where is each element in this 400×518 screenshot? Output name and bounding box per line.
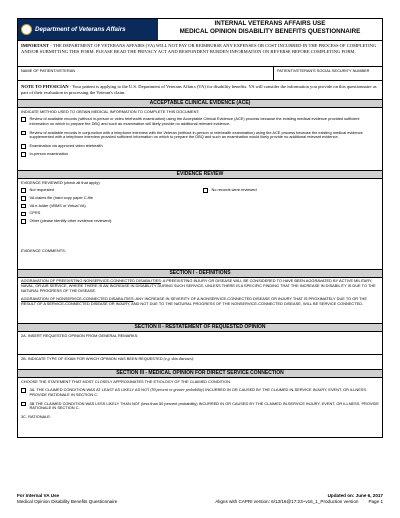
section3-body xyxy=(17,378,383,438)
patient-info-row xyxy=(17,67,383,81)
important-lead: IMPORTANT xyxy=(21,43,50,48)
ace-option-telephone[interactable] xyxy=(18,130,382,142)
checkbox[interactable] xyxy=(21,196,26,201)
footer-version xyxy=(215,499,383,505)
va-seal-icon xyxy=(21,24,32,35)
rationale-label: 3C. RATIONALE: xyxy=(21,414,51,420)
ace-option-label: Review of available records in conjunction with a telephone interview with the Veteran (without in-person or telehealth examination) using the ACE process because the existing medical evidence supplemented with a telephone interview provided sufficient information on which to prepare the DBQ and such an examination would likely provide no additional relevant evidence. xyxy=(29,129,363,140)
physician-note-text: - Your patient is applying to the U.S. Department of Veterans Affairs (VA) for disability benefits. VA will consider the information you provide on this questionnaire as part of their evaluation in processing the Veteran's claim. xyxy=(21,84,377,95)
checkbox[interactable] xyxy=(21,212,26,217)
ace-option-in-person[interactable] xyxy=(18,151,382,158)
ssn-field[interactable] xyxy=(274,67,382,80)
definition-text: : ANY INCREASE IN SEVERITY OF A NONSERVICE-CONNECTED DISEASE OR INJURY THAT IS PROXIMATELY DUE TO OR THE RESULT OF A SERVICE-CONNECTED DISEASE OR INJURY, AND NOT DUE TO THE NATURAL PROGRESS OF THE NONSERVICE-CONNECTED DISEASE, WILL BE SERVICE CONNECTED. xyxy=(21,296,367,307)
definition-term: AGGRAVATION OF NONSERVICE-CONNECTED DISABILITIES xyxy=(21,296,134,302)
important-notice xyxy=(17,41,383,67)
option-3a-hint: (50 percent or greater probability) xyxy=(150,388,205,392)
evidence-option-label: VA e-folder (VBMS or Virtual VA) xyxy=(29,202,86,208)
option-3a-text-end: INCURRED IN OR CAUSED BY THE CLAIMED IN-SERVICE INJURY, EVENT, OR ILLNESS. PROVIDE RATIONALE IN SECTION C. xyxy=(29,387,368,397)
evidence-section xyxy=(17,179,383,270)
checkbox[interactable] xyxy=(21,144,26,149)
footer-updated: Updated on: June 6, 2017 xyxy=(327,493,383,498)
section2-heading: SECTION II - RESTATEMENT OF REQUESTED OPINION xyxy=(17,324,383,332)
logo-text: Department of Veterans Affairs xyxy=(35,26,126,33)
va-logo xyxy=(18,19,158,40)
evidence-options xyxy=(18,186,382,225)
question-2b-label xyxy=(18,355,382,363)
option-3a[interactable] xyxy=(18,387,382,399)
title-line-2: MEDICAL OPINION DISABILITY BENEFITS QUESTIONNAIRE xyxy=(179,28,361,35)
ace-option-video[interactable] xyxy=(18,143,382,150)
ace-heading: ACCEPTABLE CLINICAL EVIDENCE (ACE) xyxy=(17,100,383,108)
ace-section xyxy=(17,108,383,171)
option-3b[interactable] xyxy=(18,401,382,413)
footer-left xyxy=(17,493,117,504)
section3-instruction: CHOOSE THE STATEMENT THAT MOST CLOSELY APPROXIMATES THE ETIOLOGY OF THE CLAIMED CONDITION. xyxy=(21,379,231,384)
evidence-comments-label: EVIDENCE COMMENTS: xyxy=(21,247,66,253)
evidence-right-col xyxy=(200,186,382,225)
definitions-section xyxy=(17,278,383,324)
question-2a-label: 2A. INSERT REQUESTED OPINION FROM GENERAL REMARKS: xyxy=(21,333,139,338)
ace-option-label: Examination via approved video telehealth xyxy=(29,143,103,149)
checkbox[interactable] xyxy=(203,188,208,193)
checkbox[interactable] xyxy=(21,219,26,224)
question-2a[interactable] xyxy=(17,332,383,355)
option-3b-label: 3B.THE CLAIMED CONDITION WAS LESS LIKELY THAN NOT (less than 50 percent probability) INCURRED IN OR CAUSED BY THE CLAIMED IN-SERVICE INJURY, EVENT, OR ILLNESS. PROVIDE RATIONALE IN SECTION C. xyxy=(29,400,379,411)
ace-option-records[interactable] xyxy=(18,116,382,128)
option-3a-text: 3A. THE CLAIMED CONDITION WAS AT LEAST AS LIKELY AS NOT xyxy=(29,387,151,392)
checkbox[interactable] xyxy=(21,388,26,393)
evidence-option-label: Not requested xyxy=(29,187,54,192)
form-page xyxy=(17,18,383,506)
evidence-option[interactable] xyxy=(18,203,200,210)
form-title xyxy=(158,19,382,40)
patient-name-label: NAME OF PATIENT/VETERAN xyxy=(21,68,76,73)
evidence-reviewed-label: EVIDENCE REVIEWED (check all that apply): xyxy=(21,180,101,185)
ace-option-label: In-person examination xyxy=(29,150,68,156)
patient-name-field[interactable] xyxy=(18,67,274,80)
question-2b-hint: (e.g. skin diseases): xyxy=(162,357,195,361)
option-3a-label xyxy=(30,388,380,398)
evidence-option[interactable] xyxy=(18,218,200,225)
definition-term: AGGRAVATION OF PREEXISTING NONSERVICE-CONNECTED DISABILITIES xyxy=(21,278,161,283)
physician-note-lead: NOTE TO PHYSICIAN xyxy=(21,84,69,89)
ace-instruction: INDICATE METHOD USED TO OBTAIN MEDICAL INFORMATION TO COMPLETE THIS DOCUMENT: xyxy=(21,109,200,114)
important-text: - THE DEPARTMENT OF VETERANS AFFAIRS (VA) WILL NOT PAY OR REIMBURSE ANY EXPENSES OR COST INCURRED IN THE PROCESS OF COMPLETING AND/OR SUBMITTING THIS FORM. PLEASE READ THE PRIVACY ACT AND RESPONDENT BURDEN INFORMATION ON REVERSE BEFORE COMPLETING FORM. xyxy=(21,43,377,54)
question-2b[interactable] xyxy=(17,355,383,370)
title-line-1: INTERNAL VETERANS AFFAIRS USE xyxy=(214,20,326,27)
checkbox[interactable] xyxy=(21,188,26,193)
definition-1 xyxy=(18,278,382,294)
definition-2 xyxy=(18,296,382,308)
footer-page: Page 1 xyxy=(368,498,383,504)
form-header xyxy=(17,18,383,41)
section3-heading: SECTION III - MEDICAL OPINION FOR DIRECT SERVICE CONNECTION xyxy=(17,370,383,378)
definition-text: : A PREEXISTING INJURY OR DISEASE WILL BE CONSIDERED TO HAVE BEEN AGGRAVATED BY ACTIVE MILITARY, NAVAL, OR AIR SERVICE, WHERE THERE IS AN INCREASE IN DISABILITY DURING SUCH SERVICE, UNLESS THERE IS A SPECIFIC FINDING THAT THE INCREASE IN DISABILITY IS DUE TO THE NATURAL PROGRESS OF THE DISEASE. xyxy=(21,278,376,293)
evidence-option[interactable] xyxy=(18,195,200,202)
footer-form-name: Medical Opinion Disability Benefits Questionnaire xyxy=(17,498,118,504)
checkbox[interactable] xyxy=(21,204,26,209)
question-2b-text: 2B. INDICATE TYPE OF EXAM FOR WHICH OPINION HAS BEEN REQUESTED xyxy=(21,356,163,361)
footer-internal-use: For Internal VA Use xyxy=(17,493,60,498)
checkbox[interactable] xyxy=(21,117,26,122)
evidence-heading: EVIDENCE REVIEW xyxy=(17,171,383,179)
checkbox[interactable] xyxy=(21,152,26,157)
ssn-label: PATIENT/VETERAN'S SOCIAL SECURITY NUMBER xyxy=(277,68,370,73)
footer-capri: Aligns with CAPRI version: 6/13/16@17:23~v16_1_Production version xyxy=(215,498,359,504)
evidence-left-col xyxy=(18,186,200,225)
checkbox[interactable] xyxy=(21,402,26,407)
evidence-option[interactable] xyxy=(18,210,200,217)
physician-note xyxy=(17,81,383,100)
checkbox[interactable] xyxy=(21,131,26,136)
section1-heading: SECTION I - DEFINITIONS xyxy=(17,270,383,278)
evidence-option-label: CPRS xyxy=(29,210,41,216)
evidence-option[interactable] xyxy=(18,187,200,194)
evidence-option-label: Other (please identify other evidence reviewed): xyxy=(29,218,113,224)
evidence-option-label: VA claims file (hard copy paper C-file xyxy=(29,194,93,200)
evidence-option[interactable] xyxy=(200,187,382,194)
evidence-option-label: No records were reviewed xyxy=(211,187,257,192)
footer-right xyxy=(215,493,383,504)
ace-option-label: Review of available records (without in-person or video telehealth examination) using the Acceptable Clinical Evidence (ACE) process because the existing medical evidence provided sufficient information on which to prepare the DBQ and such an examination will likely provide no additional relevant evidence. xyxy=(29,116,360,126)
